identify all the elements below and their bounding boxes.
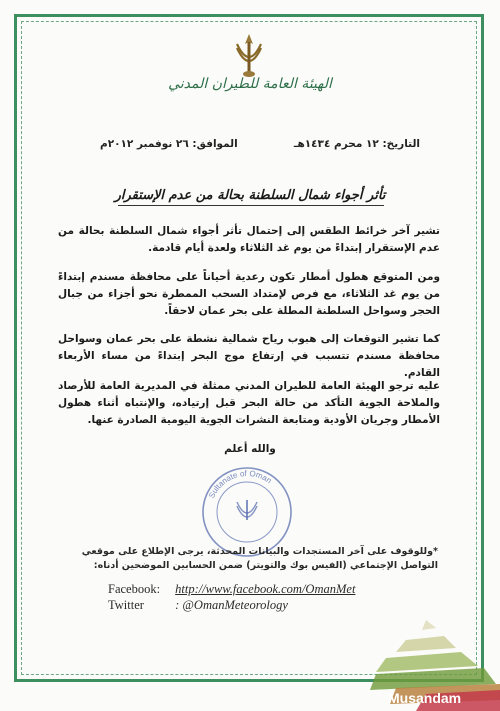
- closing-phrase: والله أعلم: [224, 443, 276, 455]
- twitter-row: [108, 598, 288, 613]
- twitter-handle: : @OmanMeteorology: [175, 598, 288, 612]
- document-title: تأثر أجواء شمال السلطنة بحالة من عدم الإستقرار: [114, 188, 386, 203]
- paragraph: تشير آخر خرائط الطقس إلى إحتمال تأثر أجواء شمال السلطنة بحالة من عدم الإستقرار إبتداءً من يوم غد الثلاثاء ولعدة أيام قادمة.: [58, 225, 440, 254]
- paragraph: ومن المتوقع هطول أمطار تكون رعدية أحياناً على محافظة مسندم إبتداءً من يوم غد الثلاثاء، مع فرص لإمتداد السحب الممطرة نحو أجزاء من جبال الحجر وسواحل السلطنة المطلة على بحر عمان لاحقاً.: [58, 271, 440, 317]
- paragraph: عليه ترجو الهيئة العامة للطيران المدني ممثلة في المديرية العامة للأرصاد والملاحة الجوية التأكد من حالة البحر قبل إرتياده، والإنتباه أثناء هطول الأمطار وجريان الأودية ومتابعة النشرات الجوية اليومية الصادرة عنها.: [58, 380, 440, 426]
- oman-emblem-icon: [229, 30, 269, 80]
- watermark-text: Musandam: [388, 690, 462, 706]
- footnote-text: *وللوقوف على آخر المستجدات والبيانات المحدثة، يرجى الإطلاع على موقعي التواصل الإجتماعي (الفيس بوك والتويتر) ضمن الحسابين الموضحين أدناه:: [81, 546, 438, 571]
- facebook-link[interactable]: http://www.facebook.com/OmanMet: [175, 582, 356, 596]
- org-name-calligraphy: الهيئة العامة للطيران المدني: [168, 76, 332, 92]
- facebook-row: [108, 582, 355, 597]
- svg-text:Sultanate of Oman: Sultanate of Oman: [207, 468, 274, 500]
- title-underline: [118, 205, 384, 206]
- date-gregorian: الموافق: ٢٦ نوفمبر ٢٠١٢م: [100, 138, 238, 150]
- facebook-label: Facebook:: [108, 582, 161, 596]
- date-hijri: التاريخ: ١٢ محرم ١٤٣٤هـ: [293, 138, 420, 150]
- paragraph: كما تشير التوقعات إلى هبوب رياح شمالية نشطة على بحر عمان وسواحل محافظة مسندم تتسبب في إرتفاع موج البحر إبتداءً من مساء الأربعاء القادم.: [58, 333, 440, 379]
- twitter-label: Twitter: [108, 598, 144, 612]
